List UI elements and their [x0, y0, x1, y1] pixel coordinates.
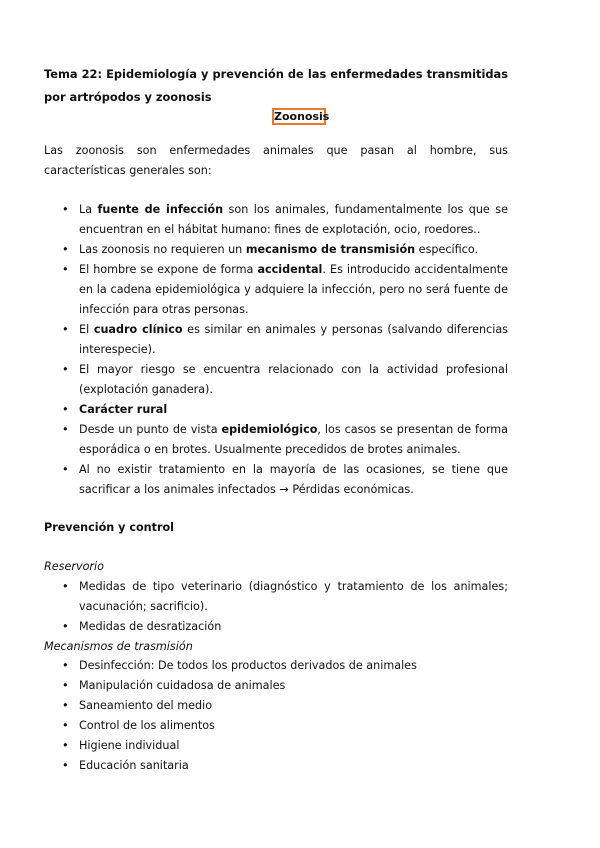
- list-item: • El mayor riesgo se encuentra relacionado con la actividad profesional (explotación ganadera).: [44, 360, 508, 400]
- list-item: • Carácter rural: [44, 400, 508, 420]
- list-item: • Desinfección: De todos los productos derivados de animales: [44, 656, 508, 676]
- prevention-heading: Prevención y control: [44, 521, 175, 534]
- list-item: • Manipulación cuidadosa de animales: [44, 676, 508, 696]
- list-item: • Medidas de tipo veterinario (diagnóstico y tratamiento de los animales; vacunación; sacrificio).: [44, 577, 508, 617]
- list-item: • Desde un punto de vista epidemiológico, los casos se presentan de forma esporádica o en brotes. Usualmente precedidos de brotes animales.: [44, 420, 508, 460]
- mecanismos-subheading: Mecanismos de trasmisión: [44, 640, 193, 653]
- list-item: • El cuadro clínico es similar en animales y personas (salvando diferencias interespecie).: [44, 320, 508, 360]
- intro-paragraph: Las zoonosis son enfermedades animales que pasan al hombre, sus características generales son:: [44, 144, 508, 177]
- reservorio-subheading: Reservorio: [44, 560, 104, 573]
- characteristics-list: [44, 200, 508, 500]
- list-item: • Higiene individual: [44, 736, 508, 756]
- list-item: • Las zoonosis no requieren un mecanismo de transmisión específico.: [44, 240, 508, 260]
- document-title: Tema 22: Epidemiología y prevención de las enfermedades transmitidas por artrópodos y zoonosis: [44, 67, 508, 104]
- list-item: • Control de los alimentos: [44, 716, 508, 736]
- list-item: • Al no existir tratamiento en la mayoría de las ocasiones, se tiene que sacrificar a los animales infectados → Pérdidas económicas.: [44, 460, 508, 500]
- list-item: • El hombre se expone de forma accidental. Es introducido accidentalmente en la cadena epidemiológica y adquiere la infección, pero no será fuente de infección para otras personas.: [44, 260, 508, 320]
- zoonosis-heading-box: Zoonosis: [274, 110, 330, 123]
- reservorio-list: [44, 577, 508, 637]
- list-item: • Educación sanitaria: [44, 756, 508, 776]
- mecanismos-list: [44, 656, 508, 776]
- list-item: • La fuente de infección son los animales, fundamentalmente los que se encuentran en el hábitat humano: fines de explotación, ocio, roedores..: [44, 200, 508, 240]
- list-item: • Medidas de desratización: [44, 617, 508, 637]
- list-item: • Saneamiento del medio: [44, 696, 508, 716]
